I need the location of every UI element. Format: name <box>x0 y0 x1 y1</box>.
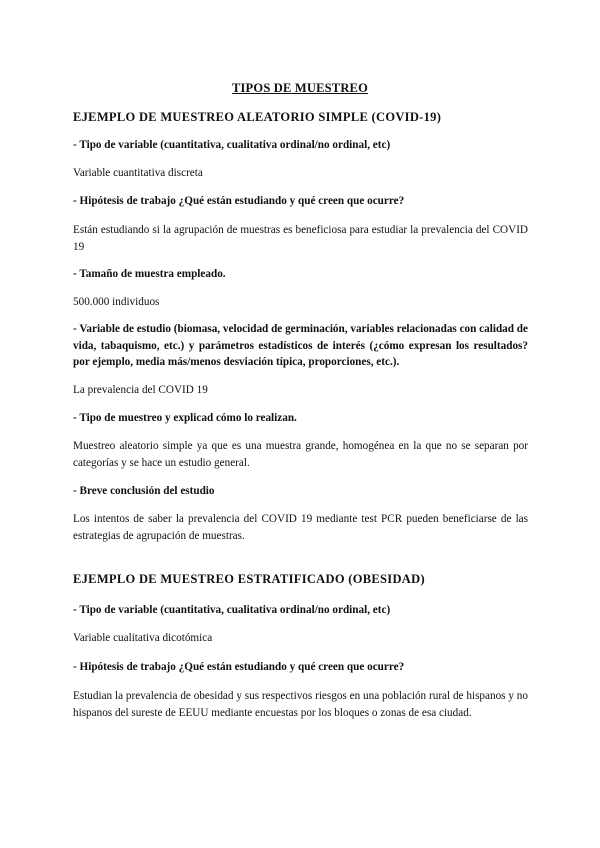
section1-question-variable-estudio: - Variable de estudio (biomasa, velocidad de germinación, variables relacionadas con calidad de vida, tabaquismo, etc.) y parámetros estadísticos de interés (¿cómo expresan los resultados? por ejemplo, media más/menos desviación típica, proporciones, etc.). <box>73 323 528 368</box>
section1-answer-tipo-muestreo: Muestreo aleatorio simple ya que es una muestra grande, homogénea en la que no se separan por categorías y se hace un estudio general. <box>73 440 528 469</box>
section1-answer-hipotesis: Están estudiando si la agrupación de muestras es beneficiosa para estudiar la prevalencia del COVID 19 <box>73 224 528 253</box>
section1-answer-conclusion: Los intentos de saber la prevalencia del COVID 19 mediante test PCR pueden beneficiarse de las estrategias de agrupación de muestras. <box>73 513 528 542</box>
document-title: TIPOS DE MUESTREO <box>231 81 369 95</box>
section2-question-hipotesis: - Hipótesis de trabajo ¿Qué están estudiando y qué creen que ocurre? <box>73 661 405 673</box>
section1-question-hipotesis: - Hipótesis de trabajo ¿Qué están estudiando y qué creen que ocurre? <box>73 195 405 207</box>
section1-question-tipo-muestreo: - Tipo de muestreo y explicad cómo lo realizan. <box>73 412 297 424</box>
section1-answer-variable-estudio: La prevalencia del COVID 19 <box>73 384 208 396</box>
section1-question-tamano: - Tamaño de muestra empleado. <box>73 268 226 280</box>
section1-answer-tamano: 500.000 individuos <box>73 296 160 308</box>
section1-question-conclusion: - Breve conclusión del estudio <box>73 485 215 497</box>
section2-heading: EJEMPLO DE MUESTREO ESTRATIFICADO (OBESIDAD) <box>73 572 425 586</box>
section2-answer-hipotesis: Estudian la prevalencia de obesidad y sus respectivos riesgos en una población rural de hispanos y no hispanos del sureste de EEUU mediante encuestas por los bloques o zonas de esa ciudad. <box>73 690 528 719</box>
section2-question-tipo-variable: - Tipo de variable (cuantitativa, cualitativa ordinal/no ordinal, etc) <box>73 604 391 616</box>
section2-answer-tipo-variable: Variable cualitativa dicotómica <box>73 632 213 644</box>
section1-question-tipo-variable: - Tipo de variable (cuantitativa, cualitativa ordinal/no ordinal, etc) <box>73 139 391 151</box>
section1-heading: EJEMPLO DE MUESTREO ALEATORIO SIMPLE (COVID-19) <box>73 110 442 124</box>
section1-answer-tipo-variable: Variable cuantitativa discreta <box>73 167 203 179</box>
